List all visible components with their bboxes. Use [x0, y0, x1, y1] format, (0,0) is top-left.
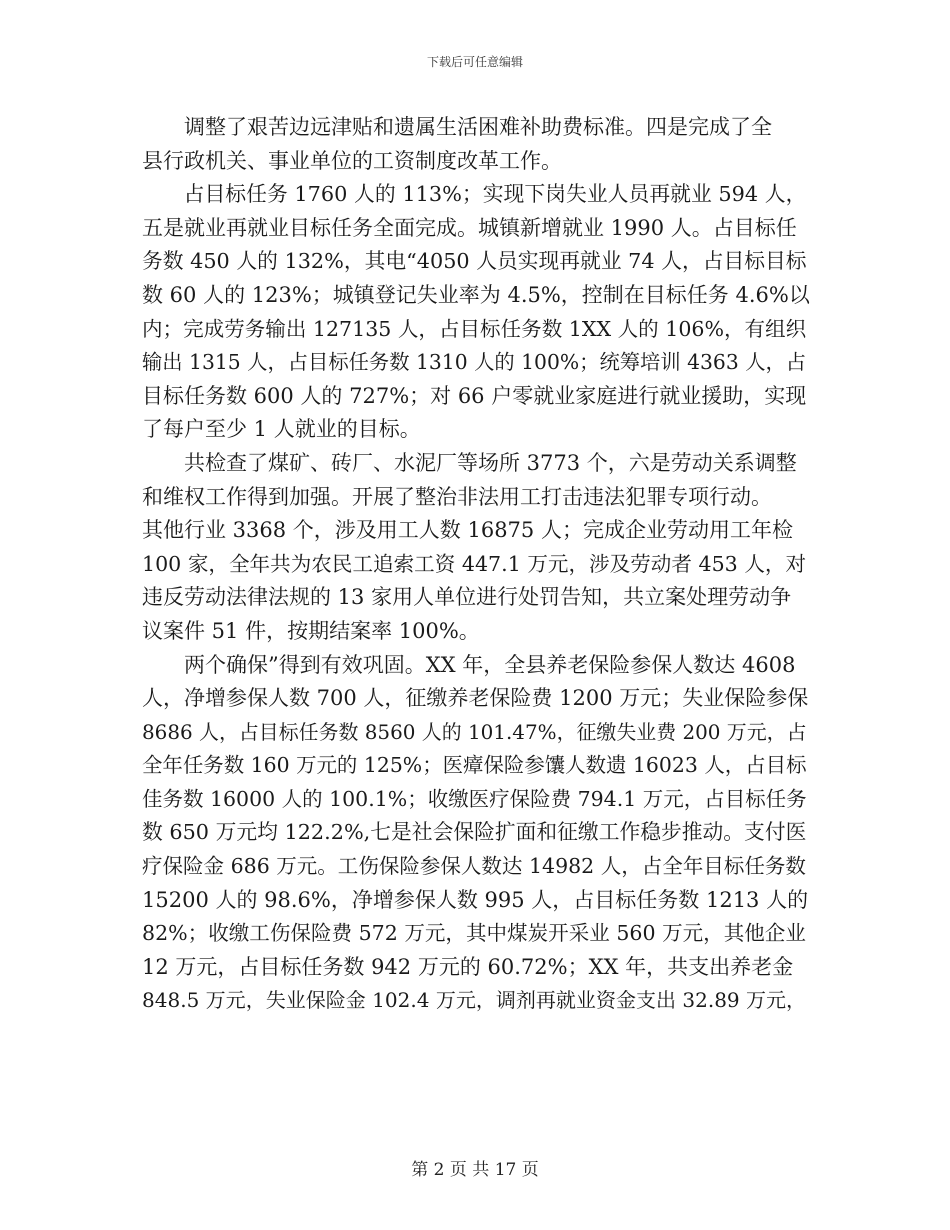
text-line: 两个确保”得到有效巩固。XX 年，全县养老保险参保人数达 4608 — [184, 652, 796, 677]
paragraph — [142, 447, 810, 649]
text-line: 共检查了煤矿、砖厂、水泥厂等场所 3773 个，六是劳动关系调整 — [184, 450, 797, 475]
text-line: 务数 450 人的 132%，其电“4050 人员实现再就业 74 人，占目标目标 — [142, 249, 807, 274]
text-line: 县行政机关、事业单位的工资制度改革工作。 — [142, 148, 562, 173]
text-line: 议案件 51 件，按期结案率 100%。 — [142, 618, 480, 643]
text-line: 五是就业再就业目标任务全面完成。城镇新增就业 1990 人。占目标任 — [142, 215, 797, 240]
text-line: 调整了艰苦边远津贴和遗属生活困难补助费标准。四是完成了全 — [184, 115, 772, 139]
text-line: 12 万元，占目标任务数 942 万元的 60.72%；XX 年，共支出养老金 — [142, 954, 794, 979]
page-header: 下载后可任意编辑 — [426, 55, 523, 69]
text-line: 人，净增参保人数 700 人，征缴养老保险费 1200 万元；失业保险参保 — [142, 686, 809, 711]
text-line: 佳务数 16000 人的 100.1%；收缴医疗保险费 794.1 万元，占目标任务 — [142, 786, 807, 811]
paragraph — [142, 178, 810, 447]
text-line: 82%；收缴工伤保险费 572 万元，其中煤炭开采业 560 万元，其他企业 — [142, 921, 806, 946]
text-line: 疗保险金 686 万元。工伤保险参保人数达 14982 人，占全年目标任务数 — [142, 854, 806, 879]
text-line: 15200 人的 98.6%，净增参保人数 995 人，占目标任务数 1213 人的 — [142, 887, 809, 912]
text-line: 和维权工作得到加强。开展了整治非法用工打击违法犯罪专项行动。 — [142, 484, 772, 509]
text-line: 100 家，全年共为农民工追索工资 447.1 万元，涉及劳动者 453 人，对 — [142, 551, 807, 576]
document-body — [142, 111, 810, 1018]
text-line: 违反劳动法律法规的 13 家用人单位进行处罚告知，共立案处理劳动争 — [142, 585, 792, 610]
text-line: 全年任务数 160 万元的 125%；医瘴保险参馕人数遗 16023 人，占目标 — [142, 753, 807, 778]
text-line: 输出 1315 人，占目标任务数 1310 人的 100%；统筹培训 4363 人，占 — [142, 350, 807, 375]
paragraph — [142, 649, 810, 1019]
page-number: 第 2 页 共 17 页 — [411, 1160, 539, 1180]
text-line: 848.5 万元，失业保险金 102.4 万元，调剂再就业资金支出 32.89 万元， — [142, 988, 807, 1013]
text-line: 8686 人，占目标任务数 8560 人的 101.47%，征缴失业费 200 万元，占 — [142, 720, 807, 744]
text-line: 内；完成劳务输出 127135 人，占目标任务数 1XX 人的 106%，有组织 — [142, 316, 807, 341]
text-line: 其他行业 3368 个，涉及用工人数 16875 人；完成企业劳动用工年检 — [142, 518, 793, 543]
text-line: 了每户至少 1 人就业的目标。 — [142, 417, 421, 442]
text-line: 占目标任务 1760 人的 113%；实现下岗失业人员再就业 594 人， — [183, 182, 807, 207]
text-line: 数 650 万元均 122.2%,七是社会保险扩面和征缴工作稳步推动。支付医 — [142, 820, 807, 845]
paragraph — [142, 111, 810, 178]
text-line: 数 60 人的 123%；城镇登记失业率为 4.5%，控制在目标任务 4.6%以 — [142, 282, 810, 307]
text-line: 目标任务数 600 人的 727%；对 66 户零就业家庭进行就业援助，实现 — [142, 383, 807, 408]
